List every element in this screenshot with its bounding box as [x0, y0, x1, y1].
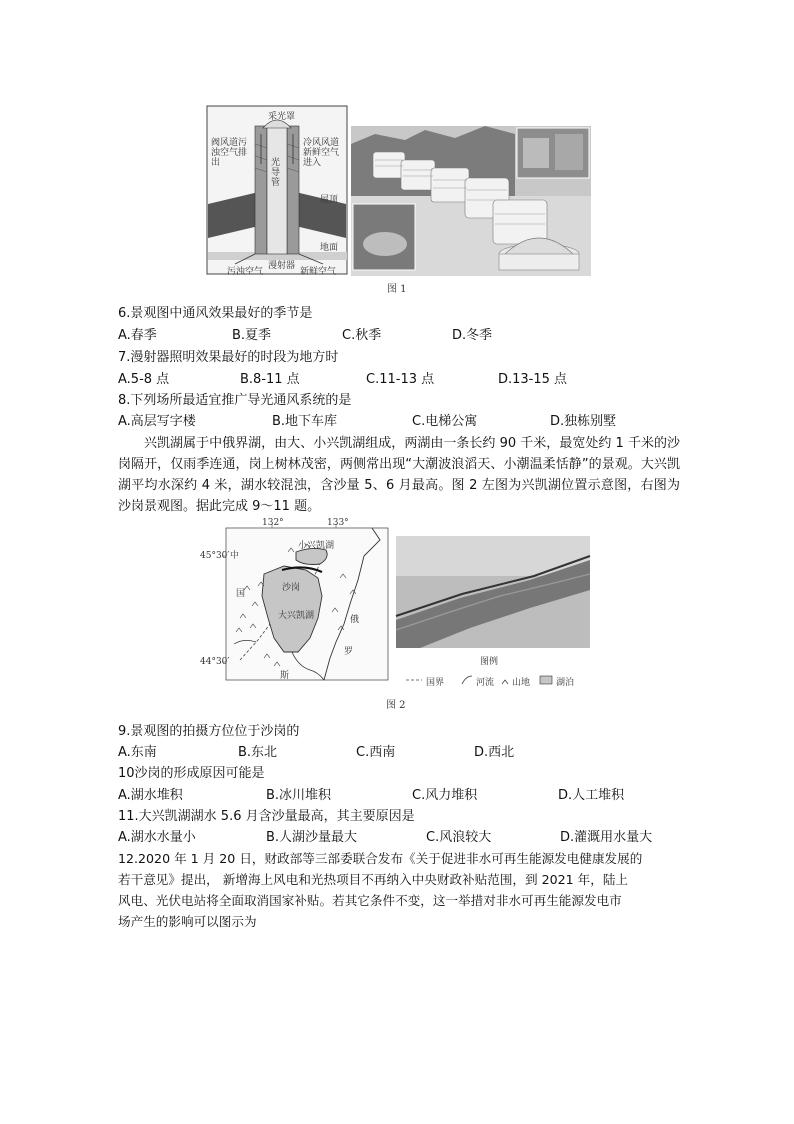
map-label-guo: 国: [236, 589, 246, 599]
q11-option-a[interactable]: A.湖水水量小: [118, 830, 196, 845]
map-lat-4530: 45°30′: [200, 551, 230, 561]
question-9-stem: 9.景观图的拍摄方位位于沙岗的: [118, 724, 300, 739]
reading-passage: 兴凯湖属于中俄界湖，由大、小兴凯湖组成，两湖由一条长约 90 千米，最宽处约 1 千米的沙岗隔开，仅雨季连通，岗上树林茂密，两侧常出现“大潮波浪滔天、小潮温柔恬静”的景观。大兴凯湖平均水深约 4 米，湖水较混浊，含沙量 5、6 月最高。图 2 左图为兴凯湖位置示意图，右图为沙岗景观图。据此完成 9～11 题。: [118, 436, 680, 514]
q7-option-a[interactable]: A.5-8 点: [118, 372, 170, 387]
diagram-label-skylight: 采光罩: [268, 112, 296, 122]
question-12-line-3: 风电、光伏电站将全面取消国家补贴。若其它条件不变，这一举措对非水可再生能源发电市: [118, 893, 622, 908]
q8-option-a[interactable]: A.高层写字楼: [118, 414, 196, 429]
question-11-stem: 11.大兴凯湖湖水 5.6 月含沙量最高，其主要原因是: [118, 809, 415, 824]
diagram-label-intake: 冷风风道新鲜空气进入: [303, 138, 340, 168]
q9-option-b[interactable]: B.东北: [238, 745, 278, 760]
legend-item-lake: 湖泊: [556, 678, 575, 688]
map-lat-4430: 44°30′: [200, 657, 230, 667]
figure-1-caption: 图 1: [387, 284, 407, 295]
map-lon-133: 133°: [327, 518, 349, 528]
question-12-line-1: 12.2020 年 1 月 20 日，财政部等三部委联合发布《关于促进非水可再生能源发电健康发展的: [118, 851, 643, 866]
map-label-e: 俄: [350, 615, 360, 625]
question-10-stem: 10沙岗的形成原因可能是: [118, 766, 265, 781]
figure-1: [205, 104, 593, 294]
figure-2: [200, 520, 592, 710]
q8-option-c[interactable]: C.电梯公寓: [412, 414, 478, 429]
q11-option-c[interactable]: C.风浪较大: [426, 830, 492, 845]
q6-option-b[interactable]: B.夏季: [232, 328, 272, 343]
diagram-label-diffuser: 漫射器: [268, 261, 296, 271]
q9-option-c[interactable]: C.西南: [356, 745, 396, 760]
q10-option-c[interactable]: C.风力堆积: [412, 788, 478, 803]
diagram-label-light-tube: 光导管: [271, 158, 281, 188]
figure-1-drawing: [205, 104, 593, 294]
map-label-sandbar: 沙岗: [282, 583, 301, 593]
q10-option-b[interactable]: B.冰川堆积: [266, 788, 332, 803]
map-label-zhong: 中: [230, 551, 240, 561]
q8-option-b[interactable]: B.地下车库: [272, 414, 338, 429]
q6-option-c[interactable]: C.秋季: [342, 328, 382, 343]
legend-item-river: 河流: [476, 678, 495, 688]
q6-option-d[interactable]: D.冬季: [452, 328, 493, 343]
question-6-stem: 6.景观图中通风效果最好的季节是: [118, 306, 313, 321]
diagram-label-foul-air: 污浊空气: [227, 267, 264, 277]
map-label-luo: 罗: [344, 647, 354, 657]
q6-option-a[interactable]: A.春季: [118, 328, 157, 343]
diagram-label-roof: 屋顶: [320, 195, 339, 205]
legend-item-mountain: 山地: [512, 678, 531, 688]
q7-option-b[interactable]: B.8-11 点: [240, 372, 300, 387]
question-12-line-4: 场产生的影响可以图示为: [118, 914, 257, 929]
legend-item-border: 国界: [426, 678, 445, 688]
q8-option-d[interactable]: D.独栋别墅: [550, 414, 617, 429]
map-label-si: 斯: [280, 671, 290, 681]
figure-2-drawing: [200, 520, 592, 710]
map-label-small-lake: 小兴凯湖: [298, 541, 335, 551]
question-7-stem: 7.漫射器照明效果最好的时段为地方时: [118, 350, 339, 365]
q9-option-d[interactable]: D.西北: [474, 745, 515, 760]
q11-option-d[interactable]: D.灌溉用水量大: [560, 830, 653, 845]
q9-option-a[interactable]: A.东南: [118, 745, 157, 760]
q7-option-c[interactable]: C.11-13 点: [366, 372, 435, 387]
diagram-label-fresh-air: 新鲜空气: [300, 267, 337, 277]
q11-option-b[interactable]: B.人湖沙量最大: [266, 830, 358, 845]
q10-option-a[interactable]: A.湖水堆积: [118, 788, 183, 803]
map-lon-132: 132°: [262, 518, 284, 528]
q7-option-d[interactable]: D.13-15 点: [498, 372, 568, 387]
diagram-label-ground: 地面: [320, 243, 339, 253]
map-label-big-lake: 大兴凯湖: [278, 611, 315, 621]
question-8-stem: 8.下列场所最适宜推广导光通风系统的是: [118, 393, 352, 408]
question-12-line-2: 若干意见》提出， 新增海上风电和光热项目不再纳入中央财政补贴范围，到 2021 年，陆上: [118, 872, 629, 887]
figure-2-caption: 图 2: [386, 700, 406, 711]
diagram-label-exhaust: 阀风道污浊空气排出: [211, 138, 248, 168]
legend-title: 图例: [480, 657, 499, 667]
q10-option-d[interactable]: D.人工堆积: [558, 788, 625, 803]
